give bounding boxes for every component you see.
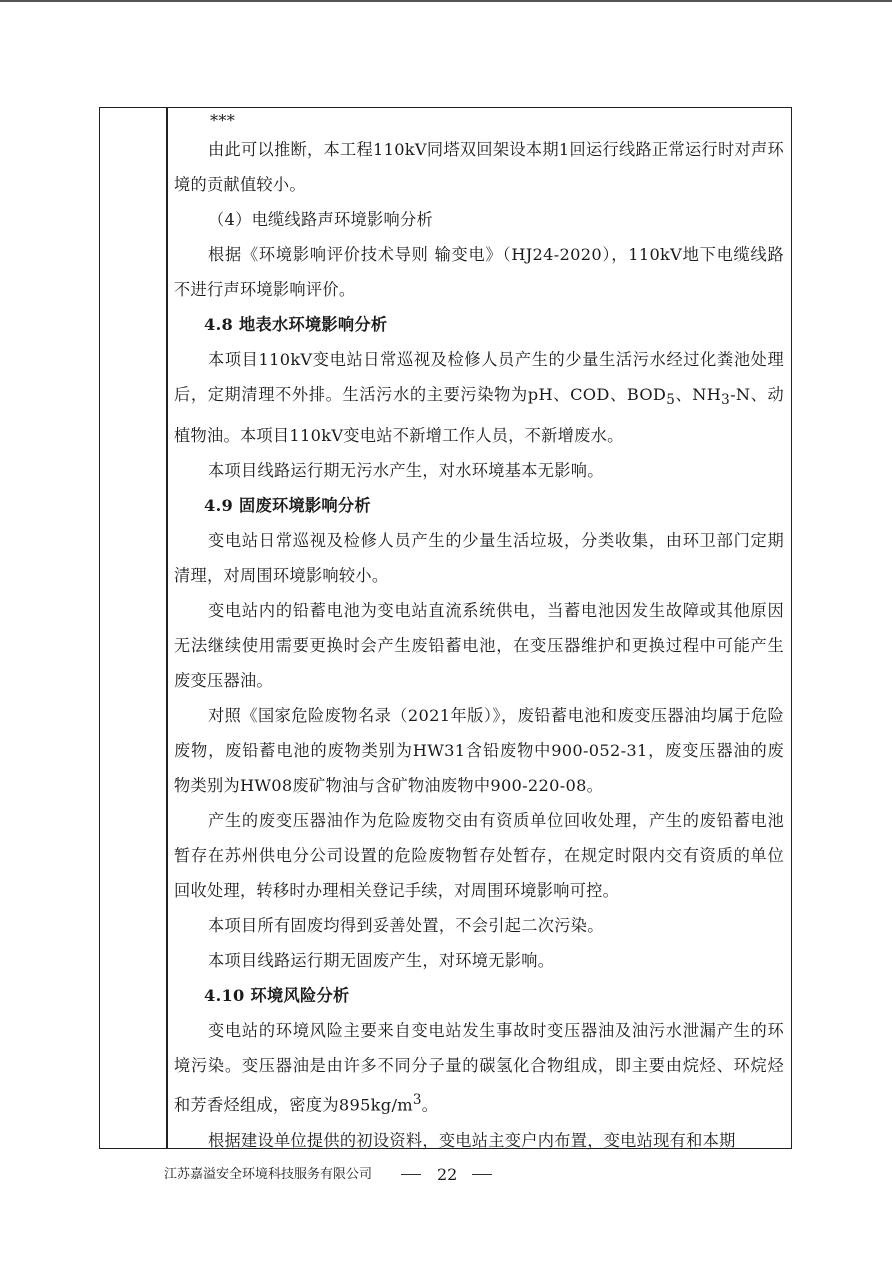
- paragraph-design-data: 根据建设单位提供的初设资料，变电站主变户内布置，变电站现有和本期: [208, 1130, 736, 1150]
- paragraph-risk-source: 变电站的环境风险主要来自变电站发生事故时变压器油及油污水泄漏产生的环境污染。变压器油是由许多不同分子量的碳氢化合物组成，即主要由烷烃、环烷烃和芳香烃组成，密度为$895kg/m^3$。: [174, 1021, 784, 1115]
- section-heading-4-8: 4.8 地表水环境影响分析: [204, 315, 388, 334]
- top-rule: [0, 0, 892, 2]
- paragraph-hazardous-list: 对照《国家危险废物名录（2021年版）》，废铅蓄电池和废变压器油均属于危险废物，废铅蓄电池的废物类别为HW31含铅废物中900-052-31，废变压器油的废物类别为HW08废矿物油与含矿物油废物中900-220-08。: [174, 706, 784, 796]
- paragraph-line-no-solid-waste: 本项目线路运行期无固废产生，对环境无影响。: [208, 951, 555, 971]
- page-dash-left: [401, 1174, 421, 1175]
- table-frame: [99, 107, 792, 1149]
- paragraph-domestic-waste: 变电站日常巡视及检修人员产生的少量生活垃圾，分类收集，由环卫部门定期清理，对周围环境影响较小。: [174, 531, 784, 586]
- stars-marker: ***: [210, 111, 236, 130]
- subheading-cable-noise: （4）电缆线路声环境影响分析: [208, 210, 433, 229]
- paragraph-conclusion: 由此可以推断，本工程110kV同塔双回架设本期1回运行线路正常运行时对声环境的贡献值较小。: [174, 140, 784, 194]
- column-divider: [166, 108, 168, 1148]
- company-name: 江苏嘉溢安全环境科技服务有限公司: [164, 1167, 373, 1182]
- page-footer: [164, 1163, 564, 1187]
- section-heading-4-9: 4.9 固废环境影响分析: [204, 496, 371, 516]
- page-dash-right: [472, 1174, 492, 1175]
- paragraph-wastewater: 本项目110kV变电站日常巡视及检修人员产生的少量生活污水经过化粪池处理后，定期清理不外排。生活污水的主要污染物为pH、COD、$BOD_5$、$NH_3-N$、动植物油。本项目110kV变电站不新增工作人员，不新增废水。: [174, 350, 784, 446]
- body-text: [174, 110, 784, 1158]
- paragraph-battery: 变电站内的铅蓄电池为变电站直流系统供电，当蓄电池因发生故障或其他原因无法继续使用需要更换时会产生废铅蓄电池，在变压器维护和更换过程中可能产生废变压器油。: [174, 601, 784, 691]
- paragraph-disposal: 产生的废变压器油作为危险废物交由有资质单位回收处理，产生的废铅蓄电池暂存在苏州供电分公司设置的危险废物暂存处暂存，在规定时限内交有资质的单位回收处理，转移时办理相关登记手续，对周围环境影响可控。: [174, 811, 784, 901]
- paragraph-cable-noise: 根据《环境影响评价技术导则 输变电》（HJ24-2020），110kV地下电缆线路不进行声环境影响评价。: [174, 245, 784, 299]
- paragraph-proper-disposal: 本项目所有固废均得到妥善处置，不会引起二次污染。: [208, 916, 604, 936]
- section-heading-4-10: 4.10 环境风险分析: [204, 986, 350, 1006]
- paragraph-line-no-wastewater: 本项目线路运行期无污水产生，对水环境基本无影响。: [208, 461, 604, 481]
- page-number: 22: [437, 1165, 458, 1184]
